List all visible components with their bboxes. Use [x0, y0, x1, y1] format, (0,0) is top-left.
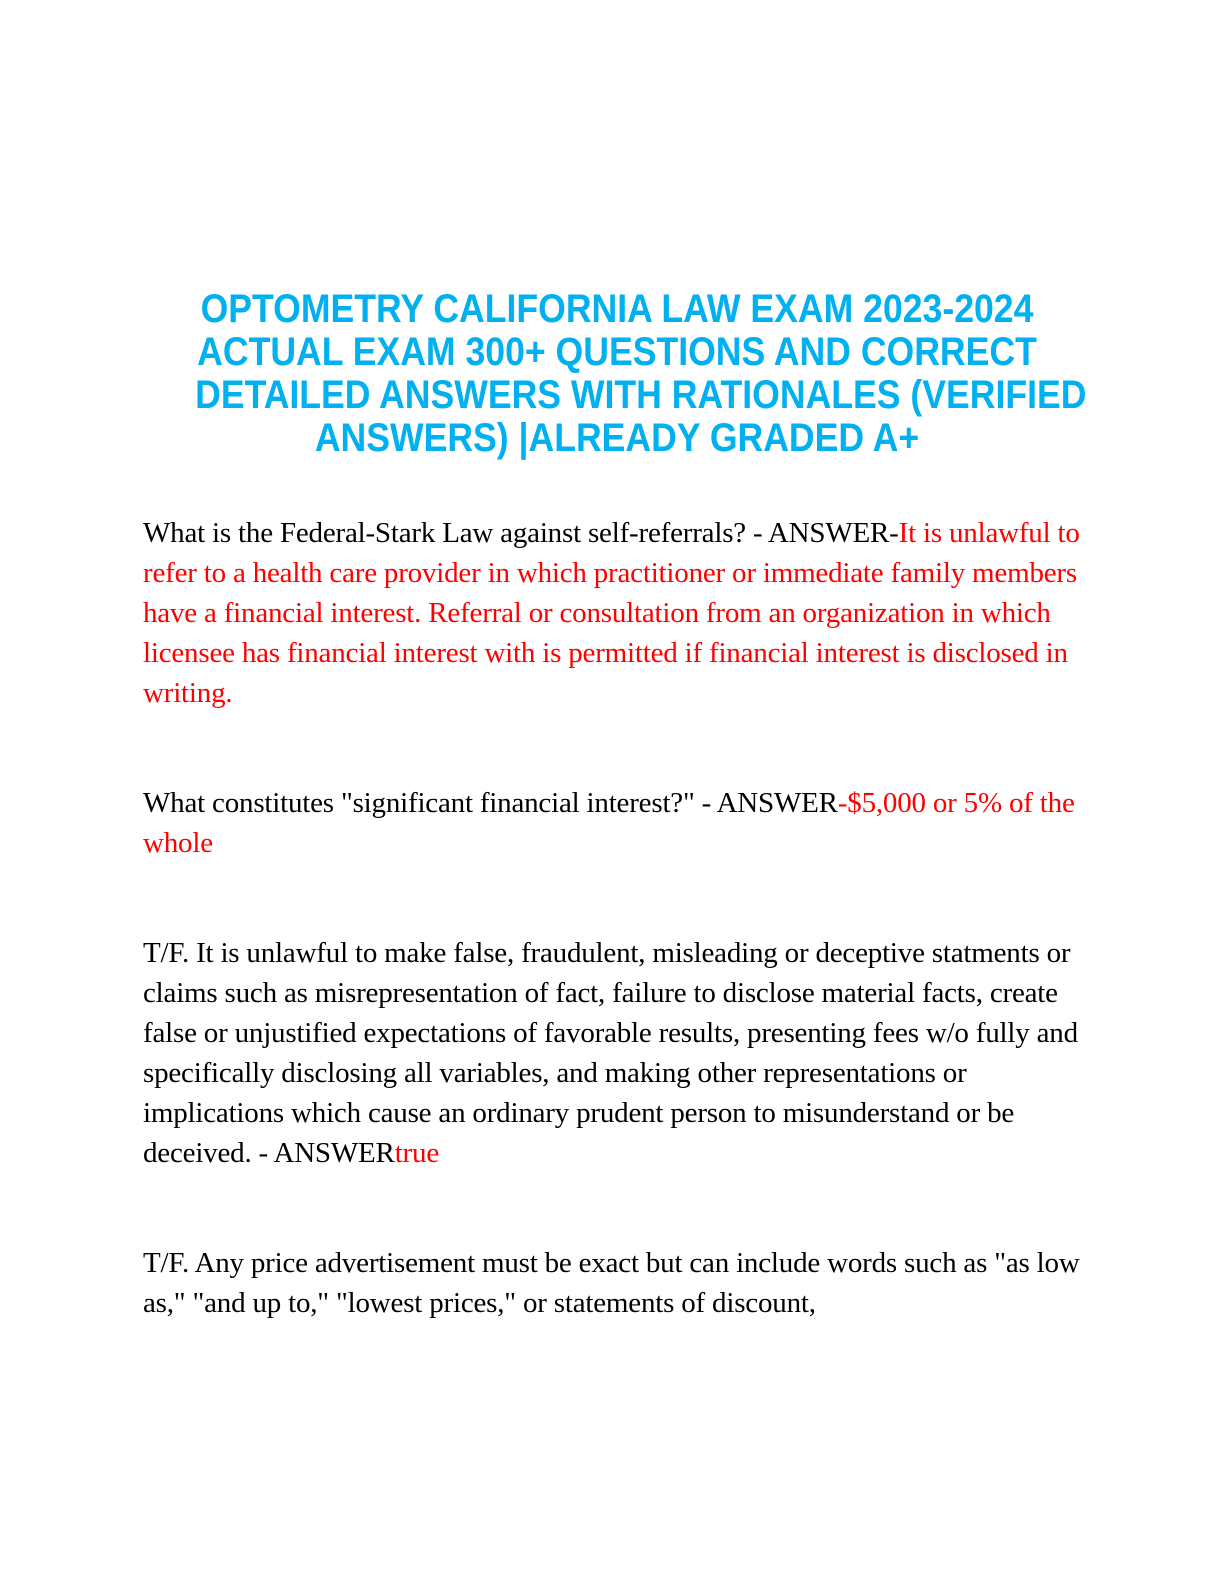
- title-line-3: DETAILED ANSWERS WITH RATIONALES (VERIFIED: [195, 373, 1087, 417]
- qa-item-4: [143, 1243, 1091, 1323]
- question-text-2: What constitutes "significant financial interest?" - ANSWER: [143, 787, 838, 819]
- qa-item-2: [143, 783, 1091, 863]
- answer-text-1: It is unlawful to refer to a health care provider in which practitioner or immediate family members have a financial interest. Referral or consultation from an organization in which licensee has financial interest with is permitted if financial interest is disclosed in writing.: [143, 517, 1080, 709]
- document-title: [143, 288, 1091, 460]
- title-line-2: ACTUAL EXAM 300+ QUESTIONS AND CORRECT: [197, 330, 1037, 374]
- answer-text-3: true: [394, 1137, 439, 1169]
- title-line-1: OPTOMETRY CALIFORNIA LAW EXAM 2023-2024: [200, 287, 1034, 331]
- document-title-lines: [195, 287, 1087, 460]
- title-line-4: ANSWERS) |ALREADY GRADED A+: [314, 416, 920, 460]
- question-text-3: T/F. It is unlawful to make false, fraudulent, misleading or deceptive statments or claims such as misrepresentation of fact, failure to disclose material facts, create false or unjustified expectations of favorable results, presenting fees w/o fully and specifically disclosing all variables, and making other representations or implications which cause an ordinary prudent person to misunderstand or be deceived. - ANSWER: [143, 937, 1078, 1169]
- question-text-4: T/F. Any price advertisement must be exact but can include words such as "as low as," "and up to," "lowest prices," or statements of discount,: [143, 1247, 1080, 1319]
- question-text-1: What is the Federal-Stark Law against self-referrals? - ANSWER-: [143, 517, 899, 549]
- qa-item-1: [143, 513, 1091, 713]
- qa-item-3: [143, 933, 1091, 1173]
- answer-text-2: -$5,000 or 5% of the whole: [143, 787, 1075, 859]
- document-content: [143, 288, 1091, 1323]
